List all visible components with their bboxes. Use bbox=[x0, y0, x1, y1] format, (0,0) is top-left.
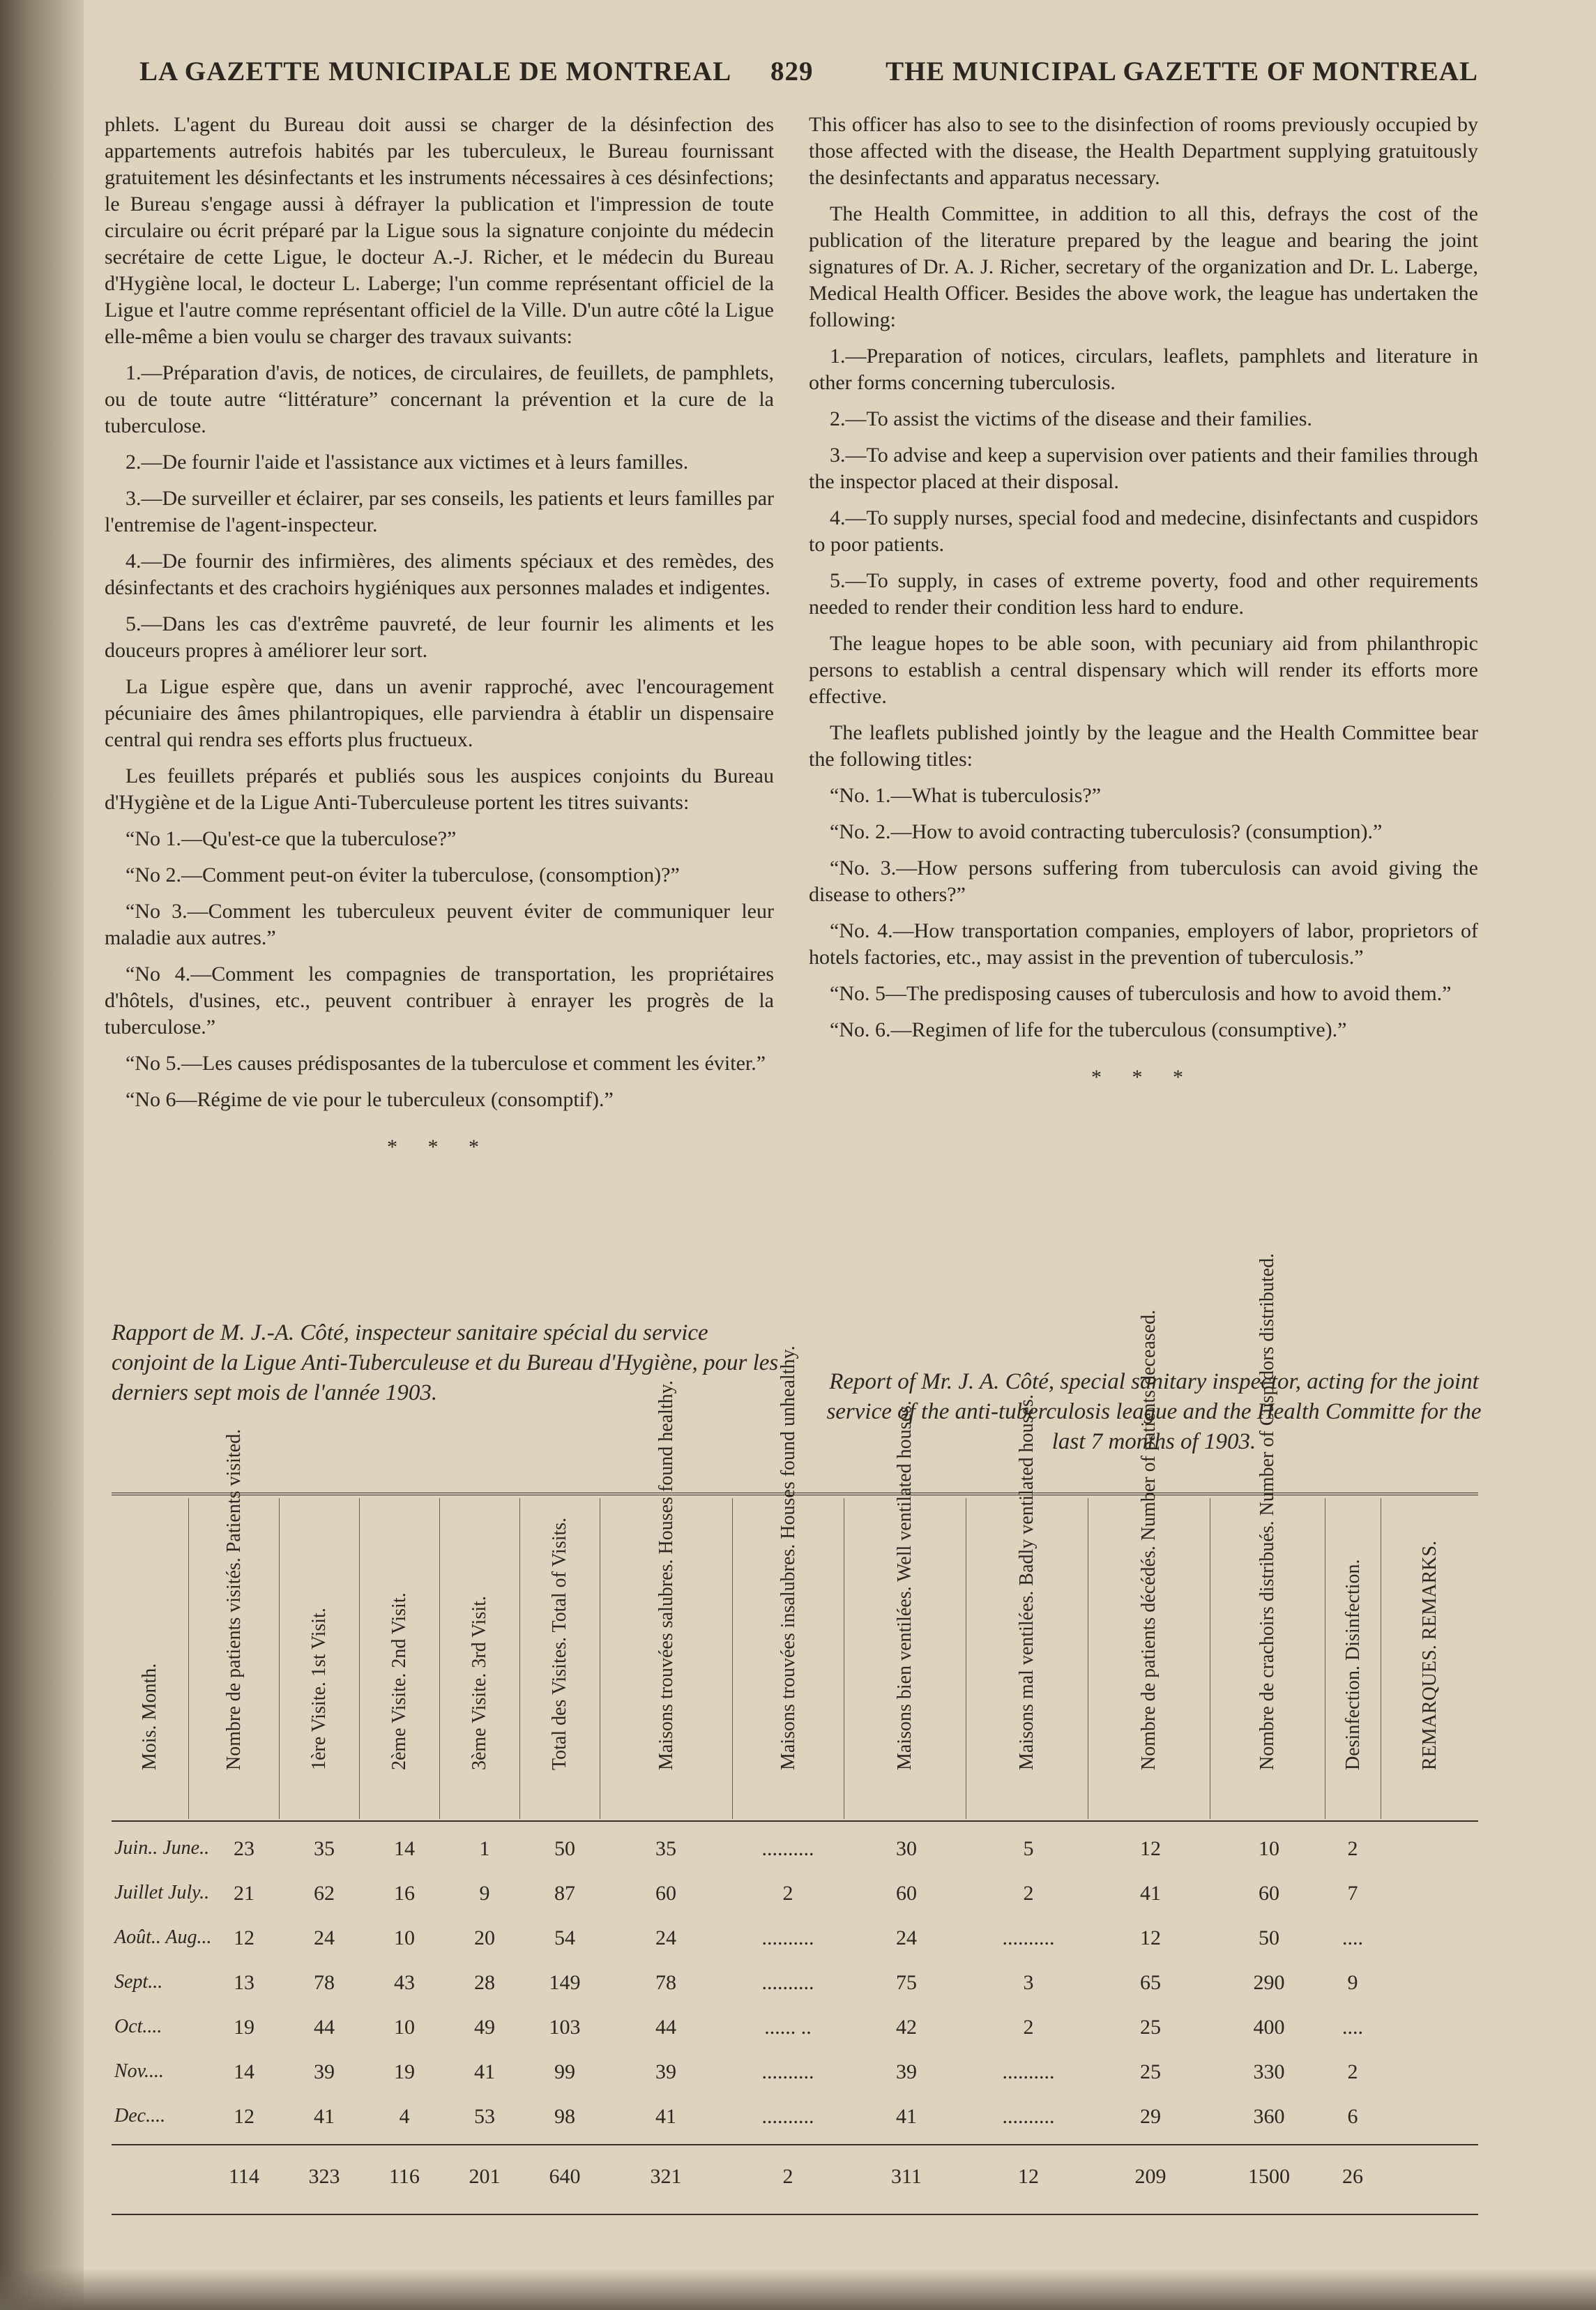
column-header: REMARQUES. REMARKS. bbox=[1381, 1498, 1478, 1819]
table-cell: 1 bbox=[479, 1837, 490, 1860]
table-total-cell: 209 bbox=[1134, 2165, 1166, 2188]
table-cell: 50 bbox=[1259, 1926, 1279, 1949]
leaflet-title: “No. 1.—What is tuberculosis?” bbox=[830, 784, 1102, 807]
paragraph: The league hopes to be able soon, with pecuniary aid from philanthropic persons to establish a central dispensary which will render its efforts more effective. bbox=[809, 632, 1478, 708]
table-cell: 360 bbox=[1253, 2105, 1285, 2128]
table-cell: 78 bbox=[314, 1971, 335, 1994]
table-total-cell: 323 bbox=[308, 2165, 340, 2188]
table-cell: 60 bbox=[1259, 1882, 1279, 1905]
paragraph: 2.—De fournir l'aide et l'assistance aux victimes et à leurs familles. bbox=[126, 451, 689, 474]
table-cell: 2 bbox=[1023, 2016, 1034, 2039]
table-cell: .......... bbox=[1002, 2060, 1055, 2083]
table-cell: 42 bbox=[896, 2016, 917, 2039]
paragraph: 4.—De fournir des infirmières, des aliments spéciaux et des remèdes, des désinfectants et des crachoirs hygiéniques aux personnes malades et indigentes. bbox=[105, 550, 774, 599]
table-total-cell: 12 bbox=[1018, 2165, 1039, 2188]
table-cell: 44 bbox=[314, 2016, 335, 2039]
column-header: Desinfection. Disinfection. bbox=[1325, 1498, 1381, 1819]
leaflet-title: “No 5.—Les causes prédisposantes de la tuberculose et comment les éviter.” bbox=[126, 1052, 766, 1075]
table-total-cell: 201 bbox=[469, 2165, 501, 2188]
table-cell: .... bbox=[1342, 1926, 1363, 1949]
table-cell: 5 bbox=[1023, 1837, 1034, 1860]
paragraph: 2.—To assist the victims of the disease and their families. bbox=[830, 407, 1312, 430]
table-cell: .......... bbox=[761, 2105, 814, 2128]
paragraph: 1.—Préparation d'avis, de notices, de circulaires, de feuillets, de pamphlets, ou de toute autre “littérature” concernant la prévention et la cure de la tuberculose. bbox=[105, 361, 774, 437]
column-header: Maisons trouvées salubres. Houses found healthy. bbox=[600, 1498, 732, 1819]
table-row-month: Août.. Aug... bbox=[114, 1926, 212, 1948]
table-total-cell: 640 bbox=[549, 2165, 581, 2188]
english-column bbox=[809, 112, 1478, 1105]
column-header: 2ème Visite. 2nd Visit. bbox=[359, 1498, 439, 1819]
paragraph: 5.—To supply, in cases of extreme poverty, food and other requirements needed to render their condition less hard to endure. bbox=[809, 569, 1478, 619]
table-cell: 53 bbox=[474, 2105, 495, 2128]
table-cell: 12 bbox=[234, 1926, 254, 1949]
table-cell: ...... .. bbox=[764, 2016, 812, 2039]
page-number: 829 bbox=[770, 56, 814, 86]
table-row-month: Oct.... bbox=[114, 2016, 162, 2037]
table-cell: 41 bbox=[1140, 1882, 1161, 1905]
paragraph: La Ligue espère que, dans un avenir rapproché, avec l'encouragement pécuniaire des âmes philantropiques, elle parviendra à établir un dispensaire central qui rendra ses efforts plus fructueux. bbox=[105, 675, 774, 751]
table-cell: .... bbox=[1342, 2016, 1363, 2039]
table-cell: 4 bbox=[399, 2105, 410, 2128]
column-header: Total des Visites. Total of Visits. bbox=[519, 1498, 600, 1819]
table-cell: 39 bbox=[314, 2060, 335, 2083]
column-header: Nombre de crachoirs distribués. Number of Cuspidors distributed. bbox=[1210, 1498, 1325, 1819]
table-rule bbox=[112, 2214, 1478, 2215]
table-cell: 39 bbox=[655, 2060, 676, 2083]
leaflet-title: “No. 2.—How to avoid contracting tuberculosis? (consumption).” bbox=[830, 820, 1383, 843]
table-cell: 49 bbox=[474, 2016, 495, 2039]
binding-shadow bbox=[0, 0, 84, 2310]
table-cell: 35 bbox=[655, 1837, 676, 1860]
leaflet-title: “No. 3.—How persons suffering from tuberculosis can avoid giving the disease to others?” bbox=[809, 856, 1478, 906]
table-cell: 60 bbox=[655, 1882, 676, 1905]
paragraph: 3.—De surveiller et éclairer, par ses conseils, les patients et leurs familles par l'entremise de l'agent-inspecteur. bbox=[105, 487, 774, 536]
table-total-cell: 1500 bbox=[1248, 2165, 1290, 2188]
paragraph: 3.—To advise and keep a supervision over patients and their families through the inspector placed at their disposal. bbox=[809, 444, 1478, 493]
table-cell: 2 bbox=[782, 1882, 793, 1905]
table-cell: 20 bbox=[474, 1926, 495, 1949]
table-total-cell: 114 bbox=[229, 2165, 259, 2188]
table-cell: 16 bbox=[394, 1882, 415, 1905]
section-divider: * * * bbox=[387, 1135, 492, 1158]
leaflet-title: “No 1.—Qu'est-ce que la tuberculose?” bbox=[126, 827, 457, 850]
table-cell: 149 bbox=[549, 1971, 581, 1994]
table-cell: 25 bbox=[1140, 2016, 1161, 2039]
table-cell: 24 bbox=[314, 1926, 335, 1949]
table-cell: 24 bbox=[896, 1926, 917, 1949]
table-cell: 10 bbox=[394, 2016, 415, 2039]
table-cell: 50 bbox=[554, 1837, 575, 1860]
table-cell: 98 bbox=[554, 2105, 575, 2128]
table-cell: .......... bbox=[761, 1837, 814, 1860]
leaflet-title: “No. 5—The predisposing causes of tuberculosis and how to avoid them.” bbox=[830, 982, 1452, 1005]
report-title-french: Rapport de M. J.-A. Côté, inspecteur sanitaire spécial du service conjoint de la Ligue Anti-Tuberculeuse et du Bureau d'Hygiène, pour les derniers sept mois de l'année 1903. bbox=[112, 1320, 779, 1405]
paragraph: phlets. L'agent du Bureau doit aussi se charger de la désinfection des appartements autrefois habités par les tuberculeux, le Bureau fournissant gratuitement les désinfectants et les instruments nécessaires à ces désinfections; le Bureau s'engage aussi à défrayer la publication et l'impression de toute circulaire ou écrit préparé par la Ligue sous la signature conjointe du médecin secrétaire de cette Ligue, le docteur A.-J. Richer, et le médecin du Bureau d'Hygiène local, le docteur L. Laberge; l'un comme représentant officiel de la Ligue et l'autre comme représentant officiel de la Ville. D'un autre côté la Ligue elle-même a bien voulu se charger des travaux suivants: bbox=[105, 113, 774, 348]
column-header: 1ère Visite. 1st Visit. bbox=[279, 1498, 359, 1819]
english-title: THE MUNICIPAL GAZETTE OF MONTREAL bbox=[886, 56, 1478, 86]
table-cell: 10 bbox=[1259, 1837, 1279, 1860]
table-cell: 78 bbox=[655, 1971, 676, 1994]
table-total-cell: 321 bbox=[650, 2165, 682, 2188]
table-cell: 24 bbox=[655, 1926, 676, 1949]
table-cell: 290 bbox=[1253, 1971, 1285, 1994]
table-cell: 7 bbox=[1347, 1882, 1358, 1905]
paragraph: Les feuillets préparés et publiés sous les auspices conjoints du Bureau d'Hygiène et de la Ligue Anti-Tuberculeuse portent les titres suivants: bbox=[105, 764, 774, 814]
table-cell: 2 bbox=[1347, 2060, 1358, 2083]
table-cell: 75 bbox=[896, 1971, 917, 1994]
table-cell: 28 bbox=[474, 1971, 495, 1994]
table-cell: 19 bbox=[234, 2016, 254, 2039]
table-total-cell: 311 bbox=[891, 2165, 922, 2188]
leaflet-title: “No 4.—Comment les compagnies de transportation, les propriétaires d'hôtels, d'usines, etc., peuvent contribuer à enrayer les progrès de la tuberculose.” bbox=[105, 962, 774, 1039]
column-header: Maisons bien ventilées. Well ventilated houses. bbox=[844, 1498, 966, 1819]
column-header: Maisons mal ventilées. Badly ventilated houses. bbox=[966, 1498, 1088, 1819]
table-cell: 330 bbox=[1253, 2060, 1285, 2083]
table-cell: 103 bbox=[549, 2016, 581, 2039]
paragraph: 1.—Preparation of notices, circulars, leaflets, pamphlets and literature in other forms concerning tuberculosis. bbox=[809, 345, 1478, 394]
table-cell: .......... bbox=[761, 1971, 814, 1994]
table-cell: 14 bbox=[234, 2060, 254, 2083]
table-cell: 400 bbox=[1253, 2016, 1285, 2039]
table-cell: .......... bbox=[761, 1926, 814, 1949]
leaflet-title: “No. 6.—Regimen of life for the tuberculous (consumptive).” bbox=[830, 1018, 1347, 1041]
table-cell: 19 bbox=[394, 2060, 415, 2083]
french-column bbox=[105, 112, 774, 1175]
table-total-cell: 26 bbox=[1342, 2165, 1363, 2188]
table-cell: 43 bbox=[394, 1971, 415, 1994]
table-cell: 54 bbox=[554, 1926, 575, 1949]
table-cell: .......... bbox=[761, 2060, 814, 2083]
table-rule bbox=[112, 1820, 1478, 1822]
table-cell: 44 bbox=[655, 2016, 676, 2039]
table-cell: 9 bbox=[479, 1882, 490, 1905]
leaflet-title: “No 6—Régime de vie pour le tuberculeux (consomptif).” bbox=[126, 1088, 614, 1111]
column-header: 3ème Visite. 3rd Visit. bbox=[439, 1498, 519, 1819]
table-row-month: Nov.... bbox=[114, 2060, 165, 2082]
table-cell: 60 bbox=[896, 1882, 917, 1905]
table-cell: 13 bbox=[234, 1971, 254, 1994]
table-cell: 2 bbox=[1023, 1882, 1034, 1905]
leaflet-title: “No 2.—Comment peut-on éviter la tuberculose, (consomption)?” bbox=[126, 863, 680, 886]
table-row-month: Juillet July.. bbox=[114, 1882, 210, 1903]
table-row-month: Dec.... bbox=[114, 2105, 166, 2127]
page-edge-shadow bbox=[0, 2268, 1596, 2310]
table-cell: 39 bbox=[896, 2060, 917, 2083]
table-total-cell: 116 bbox=[389, 2165, 420, 2188]
table-cell: 41 bbox=[314, 2105, 335, 2128]
table-cell: 12 bbox=[1140, 1926, 1161, 1949]
table-cell: 21 bbox=[234, 1882, 254, 1905]
column-header: Maisons trouvées insalubres. Houses found unhealthy. bbox=[732, 1498, 844, 1819]
leaflet-title: “No. 4.—How transportation companies, employers of labor, proprietors of hotels factories, etc., may assist in the prevention of tuberculosis.” bbox=[809, 919, 1478, 969]
table-cell: 14 bbox=[394, 1837, 415, 1860]
paragraph: The Health Committee, in addition to all this, defrays the cost of the publication of the literature prepared by the league and bearing the joint signatures of Dr. A. J. Richer, secretary of the organization and Dr. L. Laberge, Medical Health Officer. Besides the above work, the league has undertaken the following: bbox=[809, 202, 1478, 331]
column-header: Mois. Month. bbox=[139, 1663, 160, 1770]
table-rule bbox=[112, 2144, 1478, 2145]
section-divider: * * * bbox=[1091, 1066, 1196, 1089]
column-header: Nombre de patients décédés. Number of patients deceased. bbox=[1088, 1498, 1210, 1819]
table-cell: 10 bbox=[394, 1926, 415, 1949]
table-cell: 25 bbox=[1140, 2060, 1161, 2083]
paragraph: 4.—To supply nurses, special food and medecine, disinfectants and cuspidors to poor patients. bbox=[809, 506, 1478, 556]
page-header bbox=[139, 56, 1478, 105]
table-cell: .......... bbox=[1002, 2105, 1055, 2128]
table-cell: .......... bbox=[1002, 1926, 1055, 1949]
french-title: LA GAZETTE MUNICIPALE DE MONTREAL bbox=[139, 56, 732, 86]
table-cell: 87 bbox=[554, 1882, 575, 1905]
table-cell: 41 bbox=[655, 2105, 676, 2128]
table-cell: 65 bbox=[1140, 1971, 1161, 1994]
paragraph: The leaflets published jointly by the league and the Health Committee bear the following titles: bbox=[809, 721, 1478, 771]
column-header: Nombre de patients visités. Patients visited. bbox=[188, 1498, 279, 1819]
table-cell: 41 bbox=[474, 2060, 495, 2083]
table-cell: 29 bbox=[1140, 2105, 1161, 2128]
table-cell: 12 bbox=[1140, 1837, 1161, 1860]
table-cell: 2 bbox=[1347, 1837, 1358, 1860]
table-row-month: Juin.. June.. bbox=[114, 1837, 210, 1859]
leaflet-title: “No 3.—Comment les tuberculeux peuvent éviter de communiquer leur maladie aux autres.” bbox=[105, 900, 774, 949]
table-cell: 23 bbox=[234, 1837, 254, 1860]
paragraph: This officer has also to see to the disinfection of rooms previously occupied by those affected with the disease, the Health Department supplying gratuitously the desinfectants and apparatus necessary. bbox=[809, 113, 1478, 189]
table-cell: 6 bbox=[1347, 2105, 1358, 2128]
table-total-cell: 2 bbox=[782, 2165, 793, 2188]
table-cell: 12 bbox=[234, 2105, 254, 2128]
paragraph: 5.—Dans les cas d'extrême pauvreté, de leur fournir les aliments et les douceurs propres à améliorer leur sort. bbox=[105, 612, 774, 662]
table-cell: 62 bbox=[314, 1882, 335, 1905]
table-cell: 99 bbox=[554, 2060, 575, 2083]
table-cell: 30 bbox=[896, 1837, 917, 1860]
table-row-month: Sept... bbox=[114, 1971, 163, 1993]
table-cell: 9 bbox=[1347, 1971, 1358, 1994]
table-cell: 35 bbox=[314, 1837, 335, 1860]
table-cell: 41 bbox=[896, 2105, 917, 2128]
report-title-english: Report of Mr. J. A. Côté, special sanitary inspector, acting for the joint service of the anti-tuberculosis league and the Health Committe for the last 7 months of 1903. bbox=[826, 1369, 1482, 1454]
table-cell: 3 bbox=[1023, 1971, 1034, 1994]
